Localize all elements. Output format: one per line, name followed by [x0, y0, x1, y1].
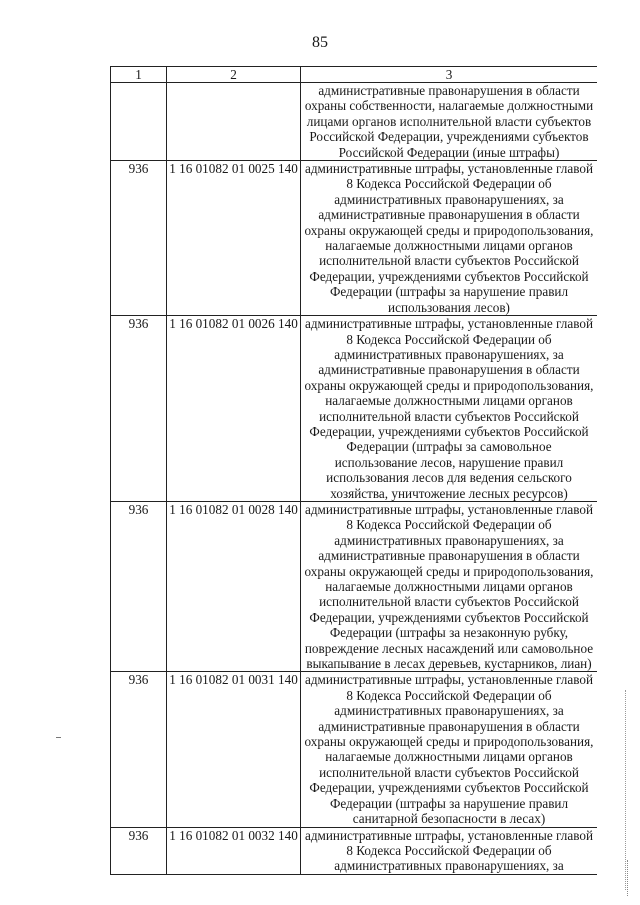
- description-cell: административные штрафы, установленные главой 8 Кодекса Российской Федерации об административных правонарушениях, за административные правонарушения в области охраны окружающей среды и природопользования, налагаемые должностными лицами органов исполнительной власти субъектов Российской Федерации, учреждениями субъектов Российской Федерации (штрафы за нарушение правил санитарной безопасности в лесах): [301, 672, 598, 827]
- scan-artifact-mark: [56, 737, 61, 738]
- column-header-1: 1: [111, 67, 167, 83]
- budget-code-cell: [167, 83, 301, 161]
- admin-code-cell: 936: [111, 501, 167, 671]
- budget-codes-table: [110, 66, 597, 875]
- column-header-2: 2: [167, 67, 301, 83]
- description-cell: административные правонарушения в области охраны собственности, налагаемые должностными лицами органов исполнительной власти субъектов Российской Федерации, учреждениями субъектов Российской Федерации (иные штрафы): [301, 83, 598, 161]
- description-cell: административные штрафы, установленные главой 8 Кодекса Российской Федерации об административных правонарушениях, за: [301, 827, 598, 874]
- budget-code-cell: 1 16 01082 01 0032 140: [167, 827, 301, 874]
- table-row: [111, 827, 598, 874]
- budget-codes-table-container: [110, 66, 597, 905]
- admin-code-cell: 936: [111, 316, 167, 502]
- budget-code-cell: 1 16 01082 01 0026 140: [167, 316, 301, 502]
- column-header-3: 3: [301, 67, 598, 83]
- admin-code-cell: 936: [111, 827, 167, 874]
- budget-code-cell: 1 16 01082 01 0031 140: [167, 672, 301, 827]
- scan-edge-marks-lower: [627, 860, 632, 896]
- table-row: [111, 161, 598, 316]
- table-row: [111, 316, 598, 502]
- budget-code-cell: 1 16 01082 01 0028 140: [167, 501, 301, 671]
- budget-code-cell: 1 16 01082 01 0025 140: [167, 161, 301, 316]
- admin-code-cell: 936: [111, 161, 167, 316]
- description-cell: административные штрафы, установленные главой 8 Кодекса Российской Федерации об административных правонарушениях, за административные правонарушения в области охраны окружающей среды и природопользования, налагаемые должностными лицами органов исполнительной власти субъектов Российской Федерации, учреждениями субъектов Российской Федерации (штрафы за незаконную рубку, повреждение лесных насаждений или самовольное выкапывание в лесах деревьев, кустарников, лиан): [301, 501, 598, 671]
- admin-code-cell: 936: [111, 672, 167, 827]
- description-cell: административные штрафы, установленные главой 8 Кодекса Российской Федерации об административных правонарушениях, за административные правонарушения в области охраны окружающей среды и природопользования, налагаемые должностными лицами органов исполнительной власти субъектов Российской Федерации, учреждениями субъектов Российской Федерации (штрафы за самовольное использование лесов, нарушение правил использования лесов для ведения сельского хозяйства, уничтожение лесных ресурсов): [301, 316, 598, 502]
- table-row: [111, 83, 598, 161]
- table-header-row: [111, 67, 598, 83]
- table-row: [111, 672, 598, 827]
- table-row: [111, 501, 598, 671]
- page-number: 85: [312, 34, 328, 51]
- description-cell: административные штрафы, установленные главой 8 Кодекса Российской Федерации об административных правонарушениях, за административные правонарушения в области охраны окружающей среды и природопользования, налагаемые должностными лицами органов исполнительной власти субъектов Российской Федерации, учреждениями субъектов Российской Федерации (штрафы за нарушение правил использования лесов): [301, 161, 598, 316]
- admin-code-cell: [111, 83, 167, 161]
